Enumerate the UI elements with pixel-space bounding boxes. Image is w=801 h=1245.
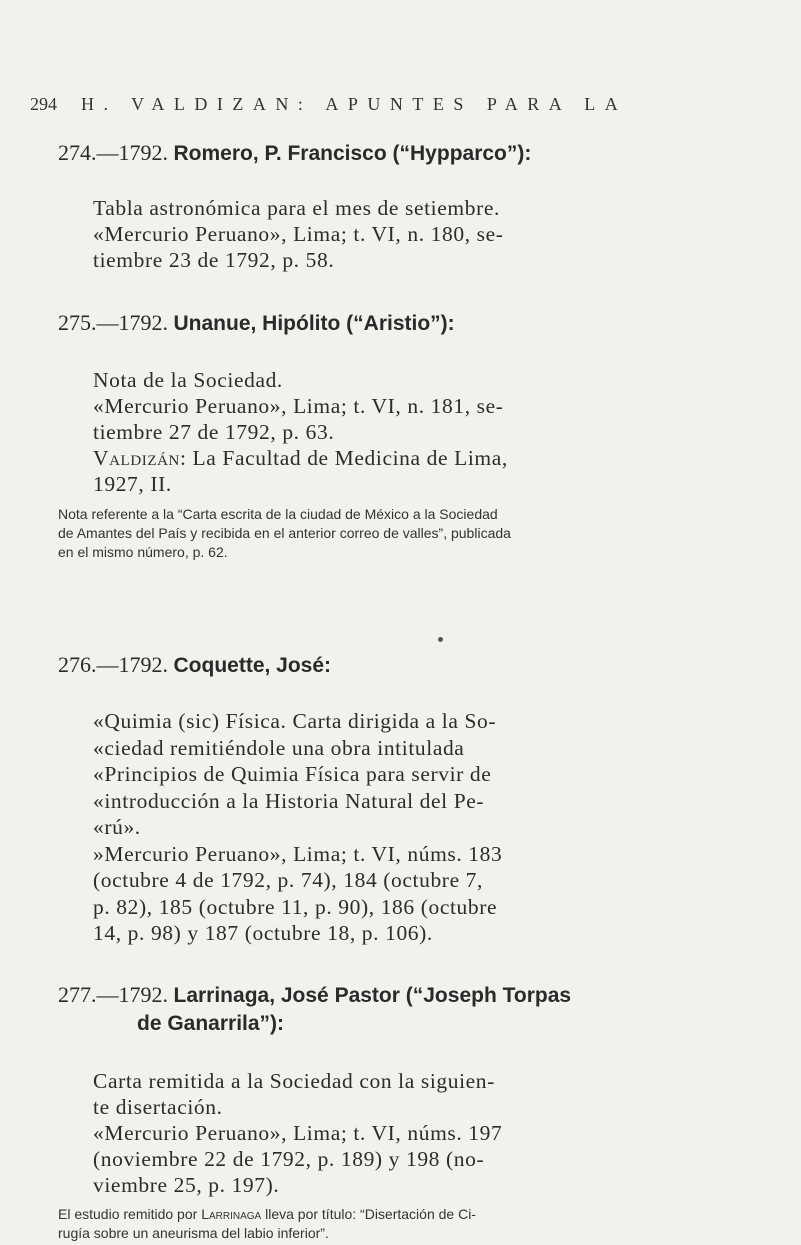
running-head (30, 94, 740, 115)
reference-author: Valdizán (93, 446, 180, 470)
body-line: «ciedad remitiéndole una obra intitulada (93, 735, 465, 760)
body-line: Tabla astronómica para el mes de setiembre. (93, 196, 500, 220)
entry-author: Romero, P. Francisco (“Hypparco”): (173, 142, 532, 165)
body-line: Nota de la Sociedad. (93, 368, 283, 392)
body-line: (octubre 4 de 1792, p. 74), 184 (octubre 7, (93, 868, 484, 892)
page-number: 294 (30, 94, 57, 114)
note-line: en el mismo número, p. 62. (58, 544, 228, 560)
body-line: «Quimia (sic) Física. Carta dirigida a la So- (93, 709, 497, 733)
entry-277-note (58, 1205, 748, 1243)
entry-274-heading (58, 140, 531, 166)
note-text: El estudio remitido por (58, 1206, 202, 1222)
entry-277-body (93, 1068, 753, 1198)
body-line: tiembre 23 de 1792, p. 58. (93, 248, 335, 272)
reference-title: : La Facultad de Medicina de Lima, (179, 446, 508, 470)
entry-number: 275.—1792. (58, 310, 168, 335)
entry-275-heading (58, 310, 455, 336)
entry-number: 276.—1792. (58, 652, 168, 677)
body-line: »Mercurio Peruano», Lima; t. VI, núms. 183 (93, 841, 503, 866)
note-line: Nota referente a la “Carta escrita de la ciudad de México a la Sociedad (58, 506, 498, 522)
entry-277-heading (58, 982, 571, 1008)
entry-author: Larrinaga, José Pastor (“Joseph Torpas (173, 984, 572, 1007)
body-line: «introducción a la Historia Natural del Pe- (93, 788, 485, 813)
body-line: «Mercurio Peruano», Lima; t. VI, núms. 197 (93, 1121, 503, 1145)
body-line: te disertación. (93, 1095, 223, 1119)
entry-275-note (58, 505, 748, 562)
body-line: «rú». (93, 815, 141, 839)
body-line: «Mercurio Peruano», Lima; t. VI, n. 181, se- (93, 394, 504, 418)
entry-author: Unanue, Hipólito (“Aristio”): (173, 312, 455, 335)
body-line: (noviembre 22 de 1792, p. 189) y 198 (no- (93, 1147, 485, 1171)
running-head-title: H. VALDIZAN: APUNTES PARA LA (81, 94, 628, 114)
entry-274-body (93, 195, 753, 273)
note-line: rugía sobre un aneurisma del labio inferior”. (58, 1225, 329, 1241)
entry-275-body (93, 367, 753, 497)
reference-line (93, 445, 753, 471)
body-line: viembre 25, p. 197). (93, 1173, 280, 1197)
entry-276-body (93, 708, 753, 947)
body-line: tiembre 27 de 1792, p. 63. (93, 420, 335, 444)
body-line: 14, p. 98) y 187 (octubre 18, p. 106). (93, 921, 433, 945)
entry-author: Coquette, José: (173, 654, 332, 677)
body-line: p. 82), 185 (octubre 11, p. 90), 186 (octubre (93, 894, 498, 919)
body-line: Carta remitida a la Sociedad con la siguien- (93, 1069, 495, 1093)
section-dot (438, 637, 443, 642)
entry-number: 274.—1792. (58, 140, 168, 165)
entry-277-author-cont: de Ganarrila”): (137, 1012, 285, 1035)
body-line: «Principios de Quimia Física para servir de (93, 762, 492, 786)
entry-number: 277.—1792. (58, 982, 168, 1007)
entry-276-heading (58, 652, 331, 678)
note-author: Larrinaga (201, 1206, 262, 1222)
reference-line: 1927, II. (93, 472, 172, 496)
note-line (58, 1205, 748, 1224)
note-text: lleva por título: “Disertación de Ci- (261, 1206, 476, 1222)
note-line: de Amantes del País y recibida en el anterior correo de valles”, publicada (58, 525, 511, 541)
body-line: «Mercurio Peruano», Lima; t. VI, n. 180, se- (93, 222, 504, 246)
